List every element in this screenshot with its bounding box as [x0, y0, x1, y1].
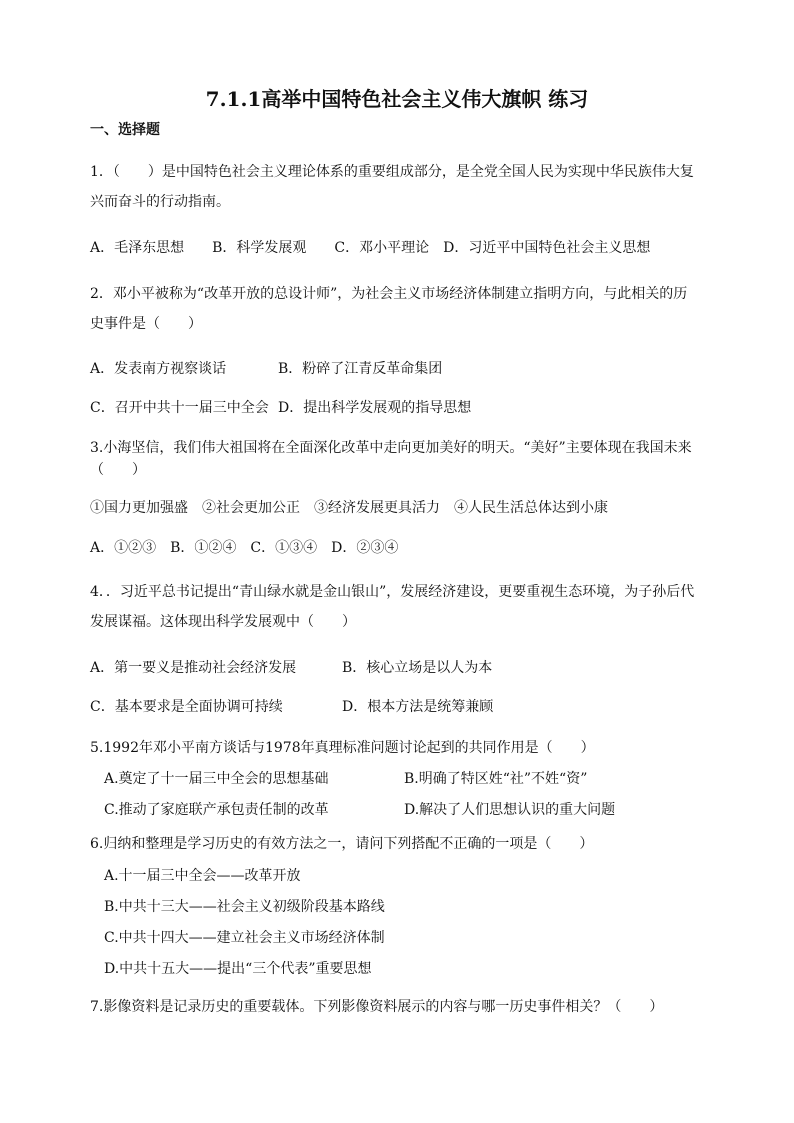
question-6-option-a: A.十一届三中全会——改革开放	[104, 868, 301, 884]
question-2-option-c: C．召开中共十一届三中全会	[90, 400, 269, 416]
question-5-option-c: C.推动了家庭联产承包责任制的改革	[104, 802, 329, 818]
page-title: 7.1.1高举中国特色社会主义伟大旗帜 练习	[205, 87, 589, 111]
question-3-line-1: 3.小海坚信，我们伟大祖国将在全面深化改革中走向更加美好的明天。“美好”主要体现在我国未来	[90, 440, 692, 456]
question-3-statements: ①国力更加强盛 ②社会更加公正 ③经济发展更具活力 ④人民生活总体达到小康	[90, 500, 608, 516]
question-6-option-d: D.中共十五大——提出“三个代表”重要思想	[104, 961, 372, 977]
question-4-option-c: C．基本要求是全面协调可持续	[90, 699, 283, 715]
question-4-option-d: D．根本方法是统筹兼顾	[342, 699, 494, 715]
question-5-option-b: B.明确了特区姓“社”不姓“资”	[404, 771, 588, 787]
question-1-line-1: 1．（ ）是中国特色社会主义理论体系的重要组成部分，是全党全国人民为实现中华民族伟大复	[90, 164, 694, 180]
question-5-option-d: D.解决了人们思想认识的重大问题	[404, 802, 616, 818]
question-7-line-1: 7.影像资料是记录历史的重要载体。下列影像资料展示的内容与哪一历史事件相关？（ ）	[90, 999, 664, 1015]
question-5-line-1: 5.1992年邓小平南方谈话与1978年真理标准问题讨论起到的共同作用是（ ）	[90, 740, 595, 756]
question-2-line-2: 史事件是（ ）	[90, 316, 202, 332]
question-4-line-2: 发展谋福。这体现出科学发展观中（ ）	[90, 614, 356, 630]
question-2-option-a: A．发表南方视察谈话	[90, 361, 227, 377]
question-1-line-2: 兴而奋斗的行动指南。	[90, 194, 230, 210]
question-4-option-b: B．核心立场是以人为本	[342, 660, 493, 676]
question-3-options: A．①②③ B．①②④ C．①③④ D．②③④	[90, 540, 399, 556]
question-2-option-b: B．粉碎了江青反革命集团	[278, 361, 443, 377]
question-6-option-c: C.中共十四大——建立社会主义市场经济体制	[104, 930, 385, 946]
question-2-option-d: D．提出科学发展观的指导思想	[278, 400, 472, 416]
question-5-option-a: A.奠定了十一届三中全会的思想基础	[104, 771, 329, 787]
question-1-options: A．毛泽东思想 B．科学发展观 C．邓小平理论 D．习近平中国特色社会主义思想	[90, 240, 651, 256]
question-4-option-a: A．第一要义是推动社会经济发展	[90, 660, 297, 676]
section-heading: 一、选择题	[90, 122, 160, 138]
question-4-line-1: 4．．习近平总书记提出“青山绿水就是金山银山”，发展经济建设，更要重视生态环境，为子孙后代	[90, 584, 695, 600]
question-6-line-1: 6.归纳和整理是学习历史的有效方法之一，请问下列搭配不正确的一项是（ ）	[90, 836, 594, 852]
question-3-line-2: （ ）	[90, 462, 146, 478]
question-6-option-b: B.中共十三大——社会主义初级阶段基本路线	[104, 899, 385, 915]
question-2-line-1: 2．邓小平被称为“改革开放的总设计师”，为社会主义市场经济体制建立指明方向，与此相关的历	[90, 286, 688, 302]
